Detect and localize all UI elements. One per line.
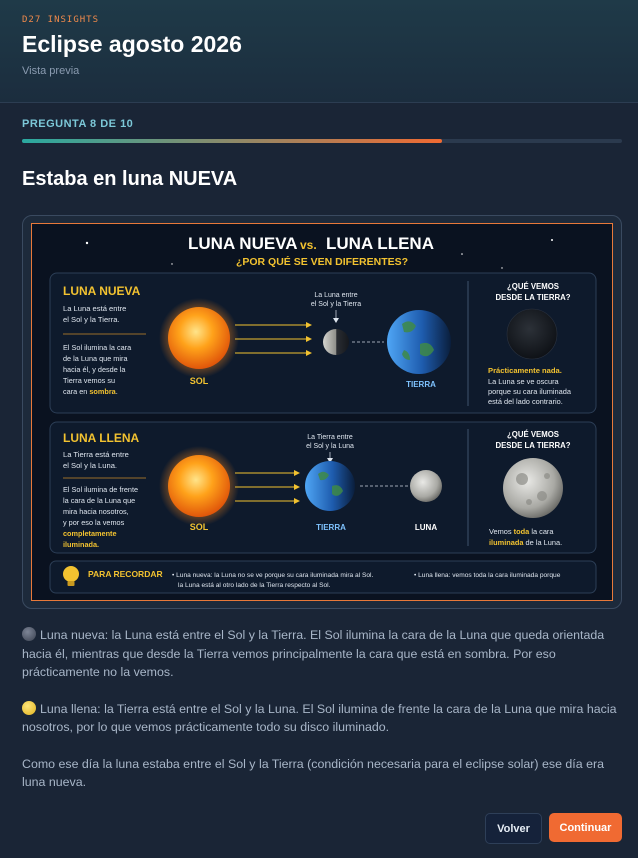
dark-moon-icon — [507, 309, 557, 359]
full-moon-seen-1: Vemos toda la cara — [489, 527, 554, 536]
earth-icon — [387, 310, 451, 374]
answer-text-full-moon: Luna llena: la Tierra está entre el Sol y la Luna. El Sol ilumina de frente la cara de la Luna que mira hacia nosotros, por lo que vemos prácticamente todo su disco iluminado. — [22, 701, 617, 734]
full-moon-seen-heading-1: ¿QUÉ VEMOS — [507, 430, 559, 439]
brand-label: D27 INSIGHTS — [22, 15, 100, 25]
reminder-text-1: • Luna nueva: la Luna no se ve porque su cara iluminada mira al Sol. — [172, 572, 374, 579]
new-moon-expl-5: cara en sombra. — [63, 387, 118, 396]
new-moon-seen-highlight: Prácticamente nada. — [488, 366, 562, 375]
progress-bar-fill — [22, 139, 442, 143]
new-moon-expl-2: de la Luna que mira — [63, 354, 128, 363]
infographic-subtitle: ¿POR QUÉ SE VEN DIFERENTES? — [235, 256, 409, 268]
full-moon-seen-2: iluminada de la Luna. — [489, 538, 563, 547]
full-moon-earth-label: TIERRA — [316, 523, 346, 532]
new-moon-icon — [323, 329, 349, 355]
full-moon-desc-2: el Sol y la Luna. — [63, 461, 118, 470]
bright-moon-icon — [503, 458, 563, 518]
new-moon-seen-2: porque su cara iluminada — [488, 387, 571, 396]
progress-label: PREGUNTA 8 DE 10 — [22, 118, 134, 130]
new-moon-expl-4: Tierra vemos su — [63, 376, 116, 385]
full-moon-desc-1: La Tierra está entre — [63, 450, 129, 459]
new-moon-seen-1: La Luna se ve oscura — [488, 377, 559, 386]
new-moon-earth-label: TIERRA — [406, 380, 436, 389]
reminder-text-2: • Luna llena: vemos toda la cara iluminada porque — [414, 572, 561, 579]
infographic-title-left: LUNA NUEVA — [188, 234, 298, 253]
new-moon-position-note-2: el Sol y la Tierra — [310, 301, 362, 308]
page-header — [0, 0, 638, 103]
new-moon-seen-3: está del lado contrario. — [488, 397, 563, 406]
reminder-label: PARA RECORDAR — [88, 569, 163, 579]
full-moon-seen-heading-2: DESDE LA TIERRA? — [495, 441, 571, 450]
new-moon-heading: LUNA NUEVA — [63, 284, 141, 298]
progress-bar — [22, 139, 622, 143]
infographic-card — [22, 215, 622, 609]
infographic-image — [31, 223, 613, 601]
answer-text-new-moon: Luna nueva: la Luna está entre el Sol y la Tierra. El Sol ilumina la cara de la Luna que queda orientada hacia él, mientras que desde la Tierra vemos principalmente la cara que está en sombra. Por eso prácticamente no la vemos. — [22, 628, 605, 679]
full-moon-moon-label: LUNA — [414, 523, 438, 532]
new-moon-emoji-icon — [22, 627, 36, 641]
full-moon-icon — [410, 470, 442, 502]
full-moon-expl-4: y por eso la vemos — [63, 518, 125, 527]
full-moon-emoji-icon — [22, 701, 36, 715]
new-moon-seen-heading-2: DESDE LA TIERRA? — [495, 293, 571, 302]
full-moon-expl-6: iluminada. — [63, 540, 100, 549]
earth-icon — [305, 461, 355, 511]
full-moon-expl-3: mira hacia nosotros, — [63, 507, 129, 516]
continue-button[interactable]: Continuar — [549, 813, 622, 842]
new-moon-desc-1: La Luna está entre — [63, 304, 127, 313]
full-moon-expl-2: la cara de la Luna que — [63, 496, 136, 505]
new-moon-position-note-1: La Luna entre — [314, 292, 358, 299]
full-moon-position-note-2: el Sol y la Luna — [306, 443, 354, 450]
page-title: Eclipse agosto 2026 — [22, 31, 242, 57]
new-moon-sun-label: SOL — [189, 376, 209, 386]
full-moon-heading: LUNA LLENA — [63, 431, 140, 445]
page-subtitle: Vista previa — [22, 65, 80, 77]
full-moon-expl-1: El Sol ilumina de frente — [63, 485, 139, 494]
full-moon-expl-5: completamente — [63, 529, 117, 538]
new-moon-expl-3: hacia él, y desde la — [63, 365, 126, 374]
question-title: Estaba en luna NUEVA — [22, 168, 238, 190]
back-button[interactable]: Volver — [485, 813, 542, 844]
new-moon-expl-1: El Sol ilumina la cara — [63, 343, 132, 352]
full-moon-sun-label: SOL — [189, 522, 209, 532]
answer-paragraph-new-moon — [22, 626, 622, 682]
sun-icon — [168, 307, 230, 369]
new-moon-desc-2: el Sol y la Tierra. — [63, 315, 120, 324]
reminder-text-3: la Luna está al otro lado de la Tierra respecto al Sol. — [178, 582, 331, 589]
new-moon-seen-heading-1: ¿QUÉ VEMOS — [507, 282, 559, 291]
answer-explanation — [22, 626, 622, 810]
infographic-title-right: LUNA LLENA — [326, 234, 434, 253]
answer-paragraph-full-moon — [22, 700, 622, 737]
infographic-title-vs: vs. — [300, 238, 317, 252]
answer-paragraph-conclusion: Como ese día la luna estaba entre el Sol y la Tierra (condición necesaria para el eclipse solar) ese día era luna nueva. — [22, 756, 604, 789]
full-moon-position-note-1: La Tierra entre — [307, 434, 353, 441]
sun-icon — [168, 455, 230, 517]
